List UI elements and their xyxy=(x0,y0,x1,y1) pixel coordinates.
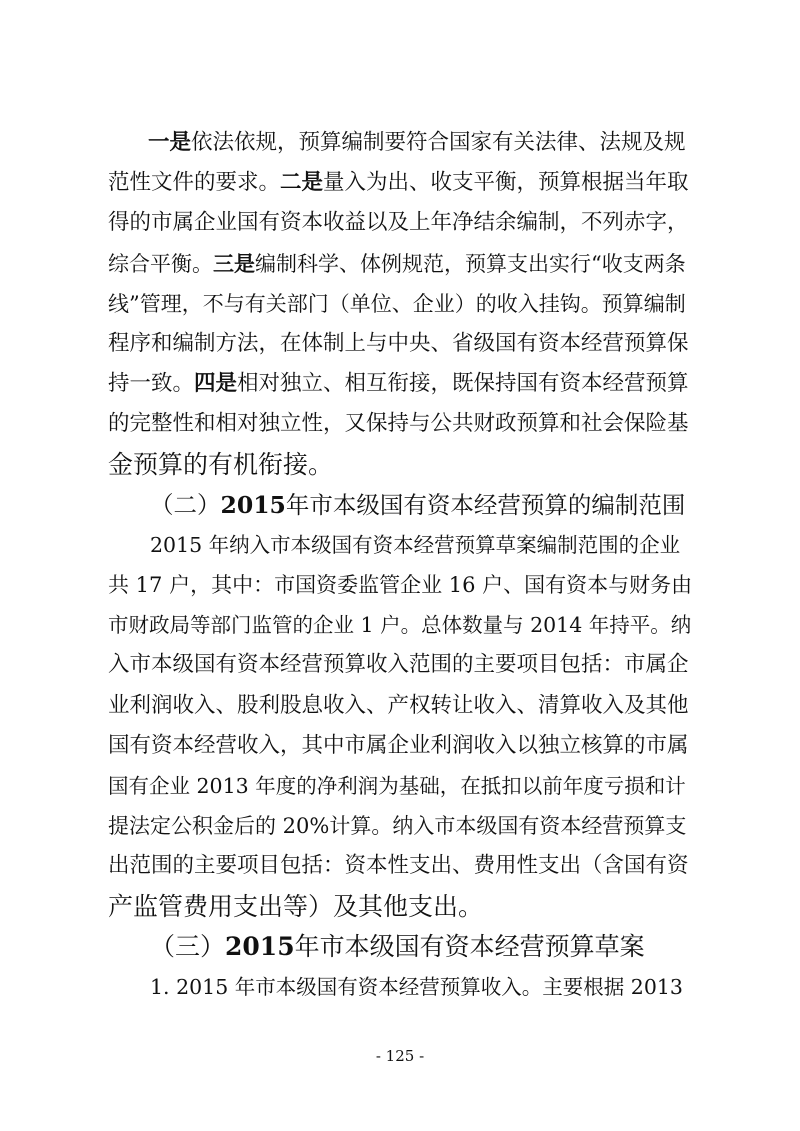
text: 持一致。 xyxy=(108,371,195,396)
text: 范性文件的要求。 xyxy=(108,170,281,195)
text: 入市本级国有资本经营预算收入范围的主要项目包括：市属企 xyxy=(108,652,689,677)
p1-line-7 xyxy=(108,367,689,401)
p2-line-3 xyxy=(108,608,691,642)
p2-line-6 xyxy=(108,729,689,763)
p1-line-8 xyxy=(108,407,689,441)
p2-line-9 xyxy=(108,849,689,883)
p2-line-7 xyxy=(108,769,686,803)
p2-line-5 xyxy=(108,689,689,723)
text: 量入为出、收支平衡，预算根据当年取 xyxy=(323,170,689,195)
p3-line-1 xyxy=(150,970,683,1004)
text: 金预算的有机衔接。 xyxy=(108,450,334,479)
p2-line-8 xyxy=(108,809,686,843)
p1-line-1 xyxy=(148,126,686,160)
p1-line-4 xyxy=(108,247,686,281)
section-heading-2 xyxy=(150,488,685,522)
section-heading-3-line xyxy=(150,930,645,964)
text: 业利润收入、股利股息收入、产权转让收入、清算收入及其他 xyxy=(108,693,689,718)
text: 国有资本经营收入，其中市属企业利润收入以独立核算的市属 xyxy=(108,733,689,758)
text: 提法定公积金后的 20%计算。纳入市本级国有资本经营预算支 xyxy=(108,814,687,838)
bold-marker-4: 四是 xyxy=(194,371,238,396)
bold-marker-2: 二是 xyxy=(280,170,324,195)
p1-line-3 xyxy=(108,206,689,240)
text: 市财政局等部门监管的企业 1 户。总体数量与 2014 年持平。纳 xyxy=(108,613,692,637)
text: 综合平衡。 xyxy=(108,252,213,276)
p2-line-1 xyxy=(150,528,680,562)
heading-text: 年市本级国有资本经营预算草案 xyxy=(294,932,645,961)
p2-line-10 xyxy=(108,890,483,924)
p1-line-6 xyxy=(108,327,689,361)
text: 得的市属企业国有资本收益以及上年净结余编制，不列赤字， xyxy=(108,210,689,235)
bold-marker-1: 一是 xyxy=(148,130,192,155)
text: 产监管费用支出等）及其他支出。 xyxy=(108,892,484,921)
text: 相对独立、相互衔接，既保持国有资本经营预算 xyxy=(237,371,689,396)
p2-line-2 xyxy=(108,568,692,602)
text: 的完整性和相对独立性，又保持与公共财政预算和社会保险基 xyxy=(108,411,689,436)
text: 程序和编制方法，在体制上与中央、省级国有资本经营预算保 xyxy=(108,331,689,356)
text: 出范围的主要项目包括：资本性支出、费用性支出（含国有资 xyxy=(108,853,689,878)
p1-line-9 xyxy=(108,448,333,482)
text: 2015 年纳入市本级国有资本经营预算草案编制范围的企业 xyxy=(150,533,681,557)
text: 线”管理，不与有关部门（单位、企业）的收入挂钩。预算编制 xyxy=(108,292,686,316)
text: 依法依规，预算编制要符合国家有关法律、法规及规 xyxy=(191,130,686,155)
heading-text: 年市本级国有资本经营预算的编制范围 xyxy=(285,491,686,519)
text: 1. 2015 年市本级国有资本经营预算收入。主要根据 2013 xyxy=(150,975,683,999)
heading-year: 2015 xyxy=(225,932,295,961)
bold-marker-3: 三是 xyxy=(213,251,255,276)
text: 国有企业 2013 年度的净利润为基础，在抵扣以前年度亏损和计 xyxy=(108,774,686,798)
text: 共 17 户，其中：市国资委监管企业 16 户、国有资本与财务由 xyxy=(108,573,693,597)
heading-prefix: （二） xyxy=(150,491,221,519)
heading-year: 2015 xyxy=(220,491,286,519)
p1-line-2 xyxy=(108,166,689,200)
heading-prefix: （三） xyxy=(150,932,226,961)
page-number: - 125 - xyxy=(375,1047,425,1065)
text: 编制科学、体例规范，预算支出实行“收支两条 xyxy=(255,252,686,276)
p1-line-5 xyxy=(108,287,686,321)
p2-line-4 xyxy=(108,648,689,682)
